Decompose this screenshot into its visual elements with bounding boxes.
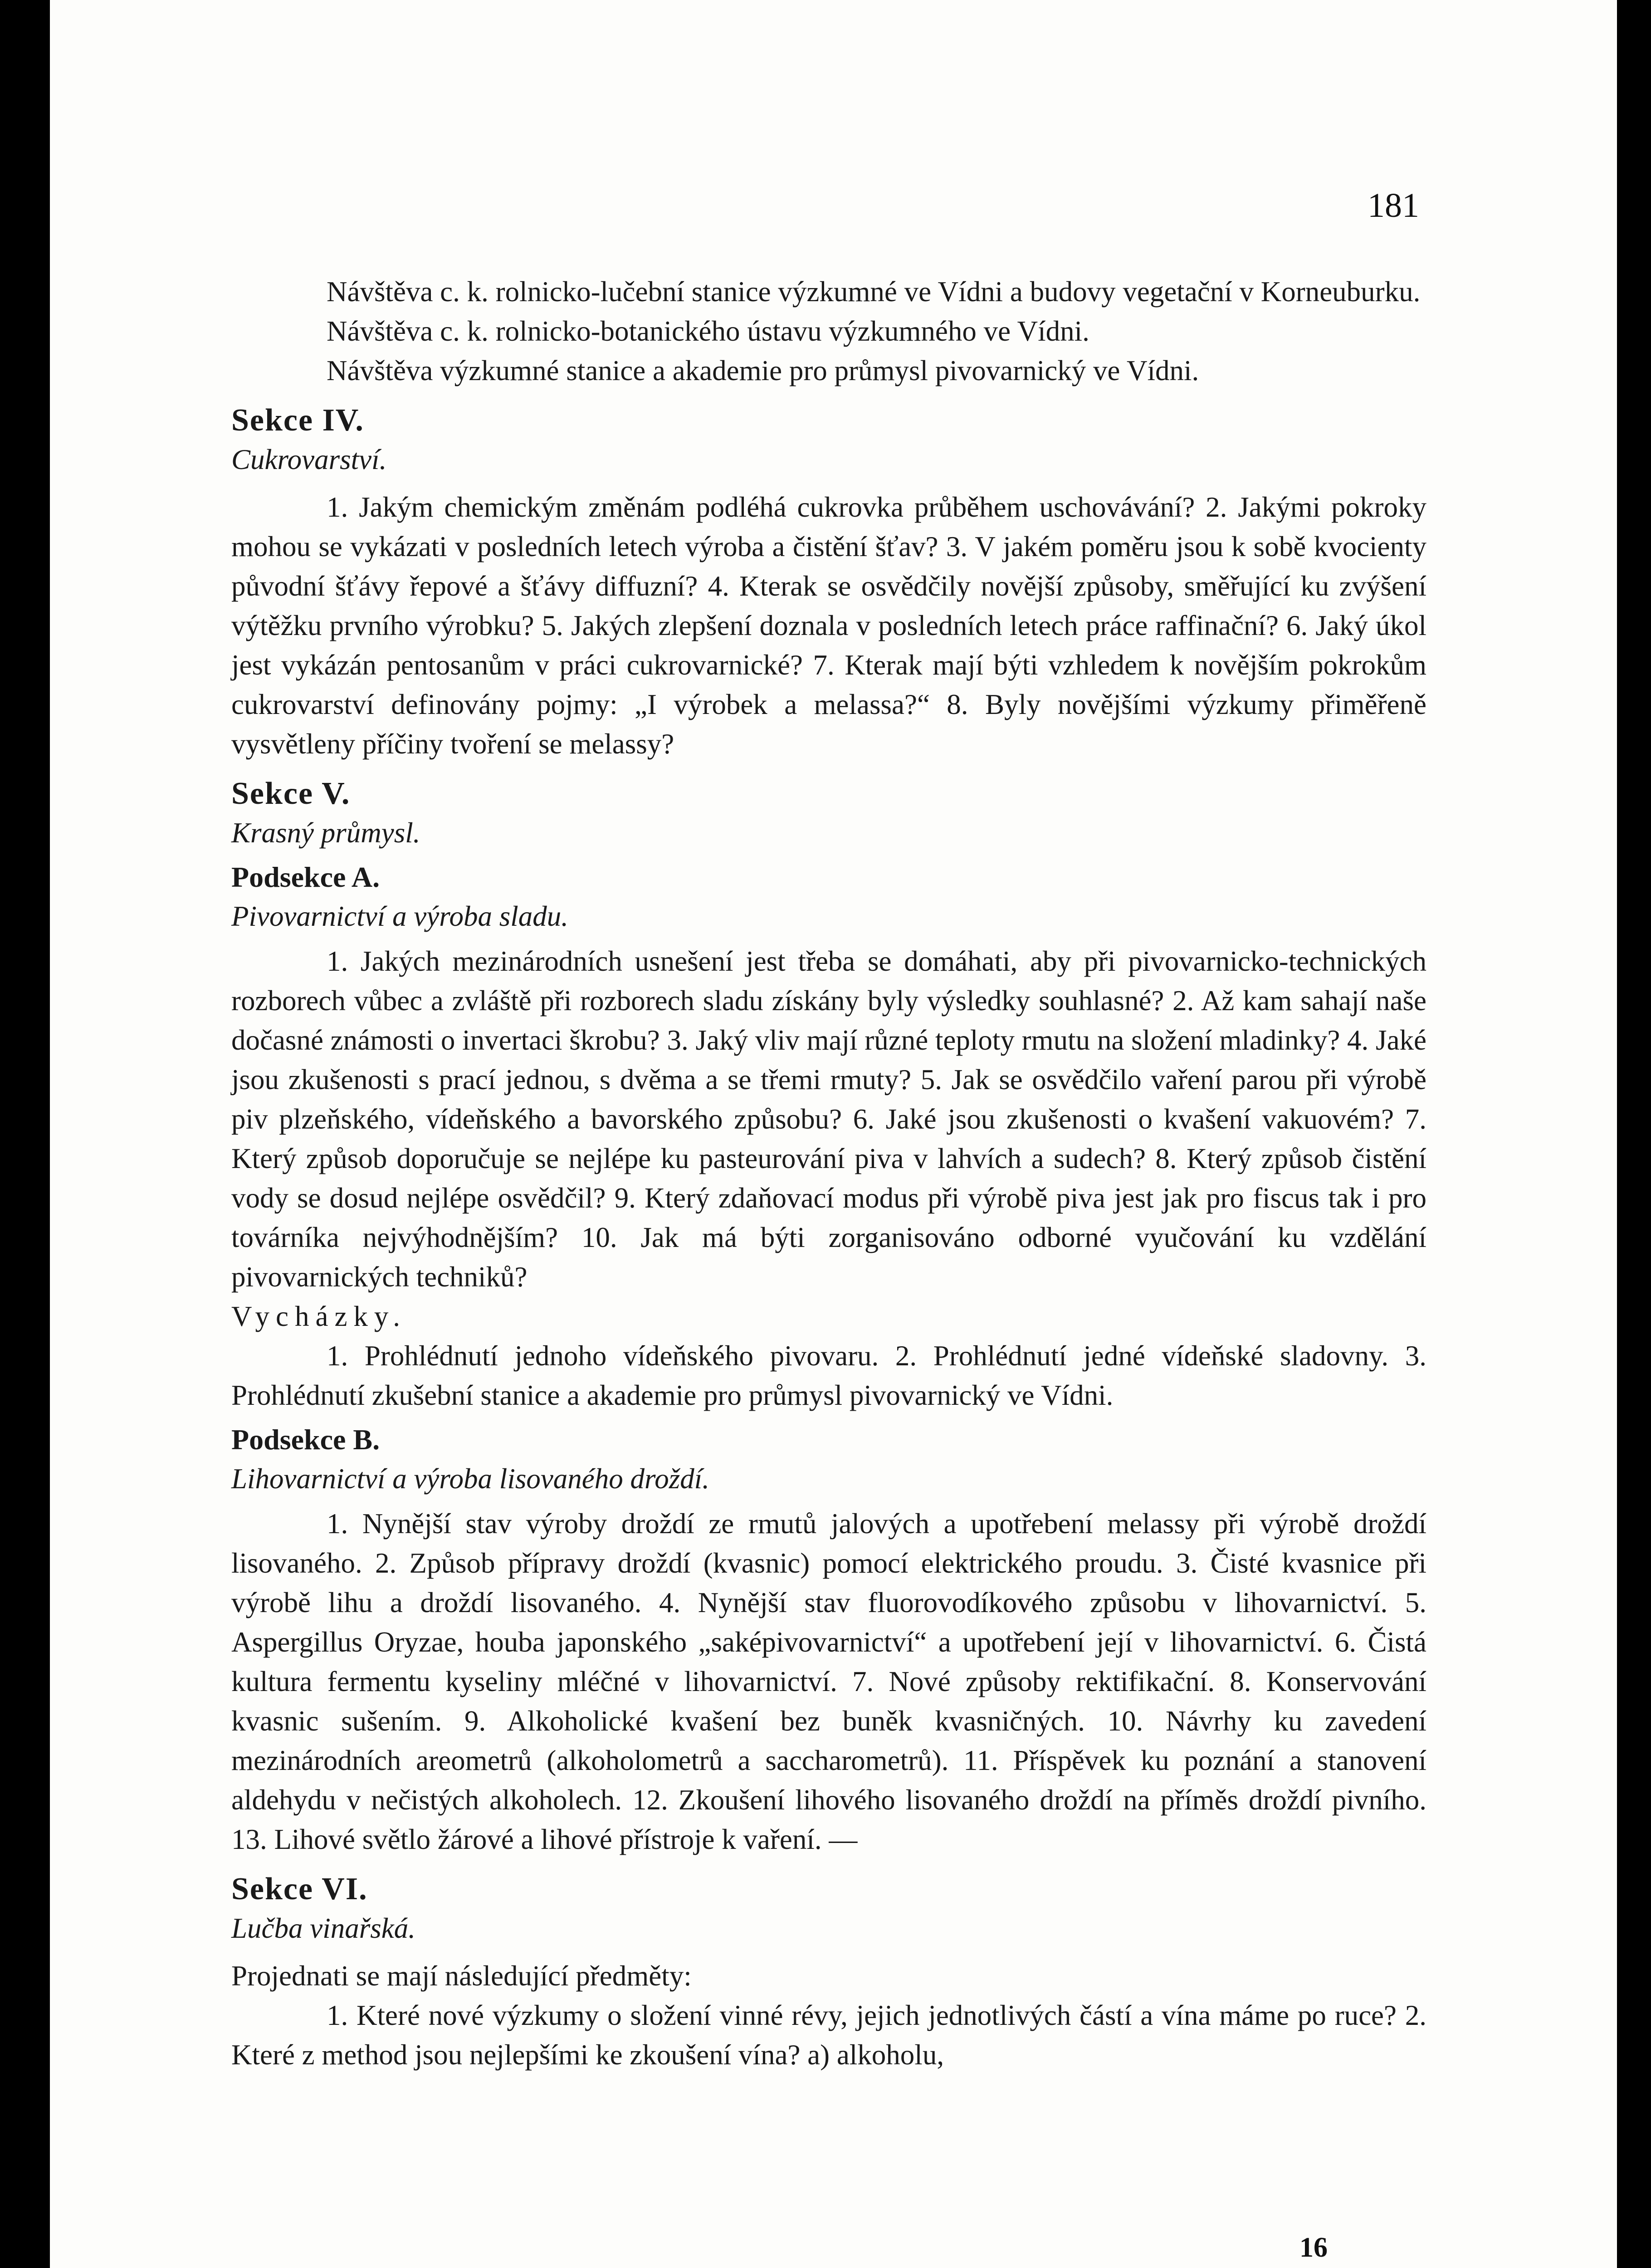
- visit-paragraph: Návštěva výzkumné stanice a akademie pro průmysl pivovarnický ve Vídni.: [327, 355, 1199, 386]
- subsection-b-questions: 1. Nynější stav výroby droždí ze rmutů jalových a upotřebení melassy při výrobě droždí lisovaného. 2. Způsob přípravy droždí (kvasnic) pomocí elektrického proudu. 3. Čisté kvasnice při výrobě lihu a droždí lisovaného. 4. Nynější stav fluorovodíkového způsobu v lihovarnictví. 5. Aspergillus Oryzae, houba japonského „saképivovarnictví“ a upotřebení její v lihovarnictví. 6. Čistá kultura fermentu kyseliny mléčné v lihovarnictví. 7. Nové způsoby rektifikační. 8. Konservování kvasnic sušením. 9. Alkoholické kvašení bez buněk kvasničných. 10. Návrhy ku zavedení mezinárodních areometrů (alkoholometrů a saccharometrů). 11. Příspěvek ku poznání a stanovení aldehydu v nečistých alkoholech. 12. Zkoušení lihového lisovaného droždí na příměs droždí pivního. 13. Lihové světlo žárové a lihové přístroje k vaření. —: [231, 1508, 1426, 1855]
- section-6-questions: 1. Které nové výzkumy o složení vinné révy, jejich jednotlivých částí a vína máme po ruce? 2. Které z method jsou nejlepšími ke zkoušení vína? a) alkoholu,: [231, 1999, 1426, 2071]
- page-number: 181: [1368, 186, 1419, 225]
- section-6-intro: Projednati se mají následující předměty:: [231, 1960, 692, 1992]
- visit-paragraph: Návštěva c. k. rolnicko-lučební stanice výzkumné ve Vídni a budovy vegetační v Korneuburku.: [327, 276, 1421, 308]
- section-5-subtitle: Krasný průmysl.: [231, 817, 420, 849]
- subsection-a-questions: 1. Jakých mezinárodních usnešení jest třeba se domáhati, aby při pivovarnicko-technických rozborech vůbec a zvláště při rozborech sladu získány byly výsledky souhlasné? 2. Až kam sahají naše dočasné známosti o invertaci škrobu? 3. Jaký vliv mají různé teploty rmutu na složení mladinky? 4. Jaké jsou zkušenosti s prací jednou, s dvěma a se třemi rmuty? 5. Jak se osvědčilo vaření parou při výrobě piv plzeňského, vídeňského a bavorského způsobu? 6. Jaké jsou zkušenosti o kvašení vakuovém? 7. Který způsob doporučuje se nejlépe ku pasteurování piva v lahvích a sudech? 8. Který způsob čistění vody se dosud nejlépe osvědčil? 9. Který zdaňovací modus při výrobě piva jest jak pro fiscus tak i pro továrníka nejvýhodnějším? 10. Jak má býti zorganisováno odborné vyučování ku vzdělání pivovarnických techniků?: [231, 945, 1426, 1293]
- subsection-a-subtitle: Pivovarnictví a výroba sladu.: [231, 900, 568, 932]
- section-4-heading: Sekce IV.: [231, 403, 364, 438]
- excursions-text: 1. Prohlédnutí jednoho vídeňského pivovaru. 2. Prohlédnutí jedné vídeňské sladovny. 3. Prohlédnutí zkušební stanice a akademie pro průmysl pivovarnický ve Vídni.: [231, 1340, 1426, 1411]
- subsection-b-heading: Podsekce B.: [231, 1423, 380, 1456]
- section-6-heading: Sekce VI.: [231, 1872, 368, 1906]
- section-4-subtitle: Cukrovarství.: [231, 444, 387, 475]
- subsection-b-subtitle: Lihovarnictví a výroba lisovaného droždí.: [231, 1463, 709, 1495]
- page-content: [231, 272, 1426, 2075]
- signature-mark: 16: [1299, 2232, 1328, 2263]
- excursions-heading: Vycházky.: [231, 1300, 407, 1332]
- subsection-a-heading: Podsekce A.: [231, 861, 380, 893]
- section-5-heading: Sekce V.: [231, 776, 351, 811]
- book-page: [50, 0, 1617, 2268]
- section-4-questions: 1. Jakým chemickým změnám podléhá cukrovka průběhem uschovávání? 2. Jakými pokroky mohou se vykázati v posledních letech výroba a čistění šťav? 3. V jakém poměru jsou k sobě kvocienty původní šťávy řepové a šťávy diffuzní? 4. Kterak se osvědčily novější způsoby, směřující ku zvýšení výtěžku prvního výrobku? 5. Jakých zlepšení doznala v posledních letech práce raffinační? 6. Jaký úkol jest vykázán pentosanům v práci cukrovarnické? 7. Kterak mají býti vzhledem k novějším pokrokům cukrovarství definovány pojmy: „I výrobek a melassa?“ 8. Byly novějšími výzkumy přiměřeně vysvětleny příčiny tvoření se melassy?: [231, 491, 1426, 760]
- visit-paragraph: Návštěva c. k. rolnicko-botanického ústavu výzkumného ve Vídni.: [327, 315, 1089, 347]
- section-6-subtitle: Lučba vinařská.: [231, 1912, 415, 1944]
